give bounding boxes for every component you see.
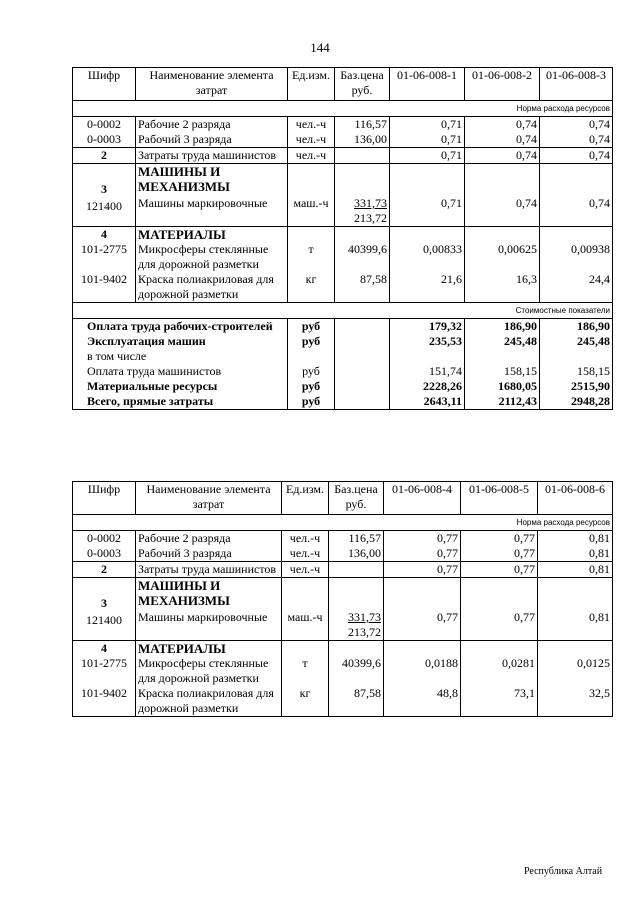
row-value-1 bbox=[390, 164, 465, 227]
row-price bbox=[329, 578, 384, 641]
material-code-2: 101-9402 bbox=[81, 686, 127, 700]
machine-value-3: 0,74 bbox=[589, 196, 610, 210]
machine-value-2: 0,77 bbox=[514, 610, 535, 624]
row-unit: чел.-ч bbox=[288, 148, 335, 164]
row-name: Затраты труда машинистов bbox=[136, 562, 282, 578]
cost-name: Материальные ресурсы bbox=[73, 379, 288, 394]
row-name: Рабочие 2 разряда bbox=[136, 117, 288, 133]
row-price bbox=[329, 641, 384, 717]
material-2-value-2: 73,1 bbox=[514, 686, 535, 700]
material-unit-2: кг bbox=[305, 272, 317, 286]
material-code-1: 101-2775 bbox=[81, 656, 127, 670]
row-value-1 bbox=[390, 227, 465, 303]
row-price: 136,00 bbox=[329, 546, 384, 562]
table-row bbox=[73, 148, 613, 164]
row-value-1: 0,71 bbox=[390, 117, 465, 133]
cost-unit: руб bbox=[288, 379, 335, 394]
row-name bbox=[136, 641, 282, 717]
cost-value-3: 186,90 bbox=[540, 319, 613, 335]
column-header-code-5: 01-06-008-5 bbox=[461, 482, 538, 515]
row-value-2: 0,77 bbox=[461, 531, 538, 547]
row-unit bbox=[288, 227, 335, 303]
column-header-price: Баз.цена руб. bbox=[329, 482, 384, 515]
group-title: МАТЕРИАЛЫ bbox=[138, 227, 226, 242]
cost-value-3: 2948,28 bbox=[540, 394, 613, 410]
row-price bbox=[335, 227, 390, 303]
material-1-value-2: 0,0281 bbox=[502, 656, 535, 670]
material-name-1: Микросферы стеклянные для дорожной разметки bbox=[138, 242, 269, 271]
footer-region-label: Республика Алтай bbox=[524, 866, 603, 877]
row-unit bbox=[282, 578, 329, 641]
machine-code: 121400 bbox=[86, 613, 122, 627]
table-row bbox=[73, 132, 613, 148]
resource-table-2 bbox=[72, 481, 613, 717]
row-value-2 bbox=[461, 641, 538, 717]
column-header-price: Баз.цена руб. bbox=[335, 68, 390, 101]
table-row bbox=[73, 227, 613, 303]
cost-unit: руб bbox=[288, 394, 335, 410]
cost-price bbox=[335, 334, 390, 364]
table-row bbox=[73, 562, 613, 578]
row-value-2: 0,77 bbox=[461, 562, 538, 578]
row-value-3: 0,81 bbox=[538, 546, 613, 562]
material-2-value-3: 32,5 bbox=[589, 686, 610, 700]
row-code: 2 bbox=[73, 148, 136, 164]
material-1-value-2: 0,00625 bbox=[498, 242, 537, 256]
row-value-3: 0,74 bbox=[540, 148, 613, 164]
cost-row-total bbox=[73, 394, 613, 410]
group-code: 4 bbox=[101, 227, 107, 241]
machine-value-1: 0,71 bbox=[441, 196, 462, 210]
cost-name-sub: в том числе bbox=[87, 349, 147, 363]
row-value-1: 0,71 bbox=[390, 132, 465, 148]
row-code bbox=[73, 164, 136, 227]
row-value-3 bbox=[540, 227, 613, 303]
cost-value-1: 151,74 bbox=[390, 364, 465, 379]
row-value-1 bbox=[384, 578, 461, 641]
row-unit: чел.-ч bbox=[282, 531, 329, 547]
material-unit-2: кг bbox=[299, 686, 311, 700]
row-code: 0-0002 bbox=[73, 531, 136, 547]
group-title: МАШИНЫ И МЕХАНИЗМЫ bbox=[138, 164, 230, 194]
row-value-1: 0,77 bbox=[384, 531, 461, 547]
column-header-code-2: 01-06-008-2 bbox=[465, 68, 540, 101]
cost-name bbox=[73, 334, 288, 364]
group-code: 4 bbox=[101, 641, 107, 655]
group-title: МАШИНЫ И МЕХАНИЗМЫ bbox=[138, 578, 230, 608]
cost-value-2: 2112,43 bbox=[465, 394, 540, 410]
cost-price bbox=[335, 379, 390, 394]
row-name: Рабочие 2 разряда bbox=[136, 531, 282, 547]
row-value-3: 0,74 bbox=[540, 132, 613, 148]
row-name: Рабочий 3 разряда bbox=[136, 132, 288, 148]
row-code bbox=[73, 227, 136, 303]
machine-unit: маш.-ч bbox=[287, 610, 323, 624]
column-header-unit: Ед.изм. bbox=[282, 482, 329, 515]
material-code-2: 101-9402 bbox=[81, 272, 127, 286]
row-code bbox=[73, 578, 136, 641]
cost-name: Оплата труда рабочих-строителей bbox=[73, 319, 288, 335]
cost-value-2: 1680,05 bbox=[465, 379, 540, 394]
cost-row-operator-pay bbox=[73, 364, 613, 379]
row-unit bbox=[282, 641, 329, 717]
page-number: 144 bbox=[310, 40, 330, 55]
machine-value-1: 0,77 bbox=[437, 610, 458, 624]
row-value-2 bbox=[465, 227, 540, 303]
cost-unit: руб bbox=[288, 334, 335, 364]
machine-value-2: 0,74 bbox=[516, 196, 537, 210]
machine-value-3: 0,81 bbox=[589, 610, 610, 624]
row-value-3 bbox=[540, 164, 613, 227]
section-norm-row bbox=[73, 515, 613, 531]
row-price: 116,57 bbox=[335, 117, 390, 133]
row-code: 2 bbox=[73, 562, 136, 578]
table-header-row bbox=[73, 68, 613, 101]
row-unit: чел.-ч bbox=[288, 117, 335, 133]
row-value-2 bbox=[465, 164, 540, 227]
material-price-2: 87,58 bbox=[360, 272, 387, 286]
row-value-1: 0,77 bbox=[384, 562, 461, 578]
row-unit: чел.-ч bbox=[282, 562, 329, 578]
row-name bbox=[136, 227, 288, 303]
section-norm-row bbox=[73, 101, 613, 117]
column-header-code: Шифр bbox=[73, 68, 136, 101]
cost-row-materials bbox=[73, 379, 613, 394]
machine-name: Машины маркировочные bbox=[138, 196, 268, 210]
cost-value-1: 179,32 bbox=[390, 319, 465, 335]
row-price bbox=[329, 562, 384, 578]
machine-code: 121400 bbox=[86, 199, 122, 213]
table-row bbox=[73, 117, 613, 133]
cost-value-3: 245,48 bbox=[540, 334, 613, 364]
material-name-2: Краска полиакриловая для дорожной разметки bbox=[138, 686, 274, 715]
material-2-value-1: 21,6 bbox=[441, 272, 462, 286]
resource-table-1 bbox=[72, 67, 613, 410]
table-row bbox=[73, 164, 613, 227]
table-row bbox=[73, 531, 613, 547]
cost-value-2: 158,15 bbox=[465, 364, 540, 379]
row-value-2: 0,77 bbox=[461, 546, 538, 562]
row-value-2 bbox=[461, 578, 538, 641]
row-code bbox=[73, 641, 136, 717]
cost-price bbox=[335, 394, 390, 410]
section-label-norm: Норма расхода ресурсов bbox=[73, 101, 613, 117]
column-header-code-6: 01-06-008-6 bbox=[538, 482, 613, 515]
row-price: 136,00 bbox=[335, 132, 390, 148]
material-price-1: 40399,6 bbox=[342, 656, 381, 670]
table-row bbox=[73, 578, 613, 641]
material-2-value-1: 48,8 bbox=[437, 686, 458, 700]
cost-value-3: 2515,90 bbox=[540, 379, 613, 394]
group-title: МАТЕРИАЛЫ bbox=[138, 641, 226, 656]
row-unit: чел.-ч bbox=[282, 546, 329, 562]
column-header-code-3: 01-06-008-3 bbox=[540, 68, 613, 101]
cost-unit: руб bbox=[288, 364, 335, 379]
machine-price-1: 331,73 bbox=[348, 610, 381, 624]
group-code: 3 bbox=[101, 182, 107, 196]
material-unit-1: т bbox=[302, 656, 308, 670]
cost-row-labor bbox=[73, 319, 613, 335]
section-cost-row bbox=[73, 303, 613, 319]
material-2-value-2: 16,3 bbox=[516, 272, 537, 286]
row-code: 0-0003 bbox=[73, 132, 136, 148]
row-value-2: 0,74 bbox=[465, 148, 540, 164]
row-price bbox=[335, 164, 390, 227]
column-header-code: Шифр bbox=[73, 482, 136, 515]
cost-value-3: 158,15 bbox=[540, 364, 613, 379]
row-name: Рабочий 3 разряда bbox=[136, 546, 282, 562]
row-price: 116,57 bbox=[329, 531, 384, 547]
machine-price-2: 213,72 bbox=[354, 211, 387, 225]
cost-row-exploit bbox=[73, 334, 613, 364]
row-value-2: 0,74 bbox=[465, 132, 540, 148]
cost-price bbox=[335, 319, 390, 335]
column-header-code-1: 01-06-008-1 bbox=[390, 68, 465, 101]
row-unit: чел.-ч bbox=[288, 132, 335, 148]
row-value-2: 0,74 bbox=[465, 117, 540, 133]
row-value-3: 0,81 bbox=[538, 531, 613, 547]
row-price bbox=[335, 148, 390, 164]
material-1-value-3: 0,0125 bbox=[577, 656, 610, 670]
cost-value-1: 2643,11 bbox=[390, 394, 465, 410]
machine-name: Машины маркировочные bbox=[138, 610, 268, 624]
cost-price bbox=[335, 364, 390, 379]
row-value-1: 0,71 bbox=[390, 148, 465, 164]
cost-unit: руб bbox=[288, 319, 335, 335]
material-unit-1: т bbox=[308, 242, 314, 256]
cost-value-2: 245,48 bbox=[465, 334, 540, 364]
material-code-1: 101-2775 bbox=[81, 242, 127, 256]
row-name: Затраты труда машинистов bbox=[136, 148, 288, 164]
row-name bbox=[136, 578, 282, 641]
cost-value-1: 2228,26 bbox=[390, 379, 465, 394]
row-code: 0-0003 bbox=[73, 546, 136, 562]
row-value-3: 0,74 bbox=[540, 117, 613, 133]
group-code: 3 bbox=[101, 596, 107, 610]
row-value-3 bbox=[538, 578, 613, 641]
machine-price-1: 331,73 bbox=[354, 196, 387, 210]
material-name-2: Краска полиакриловая для дорожной разметки bbox=[138, 272, 274, 301]
table-header-row bbox=[73, 482, 613, 515]
material-price-2: 87,58 bbox=[354, 686, 381, 700]
table-row bbox=[73, 641, 613, 717]
material-2-value-3: 24,4 bbox=[589, 272, 610, 286]
cost-name: Всего, прямые затраты bbox=[73, 394, 288, 410]
row-value-1: 0,77 bbox=[384, 546, 461, 562]
table-row bbox=[73, 546, 613, 562]
row-value-1 bbox=[384, 641, 461, 717]
cost-name: Оплата труда машинистов bbox=[73, 364, 288, 379]
cost-value-1: 235,53 bbox=[390, 334, 465, 364]
column-header-unit: Ед.изм. bbox=[288, 68, 335, 101]
machine-price-2: 213,72 bbox=[348, 625, 381, 639]
column-header-code-4: 01-06-008-4 bbox=[384, 482, 461, 515]
material-name-1: Микросферы стеклянные для дорожной разметки bbox=[138, 656, 269, 685]
material-1-value-1: 0,00833 bbox=[423, 242, 462, 256]
column-header-name: Наименование элемента затрат bbox=[136, 482, 282, 515]
material-1-value-1: 0,0188 bbox=[425, 656, 458, 670]
machine-unit: маш.-ч bbox=[293, 196, 329, 210]
row-code: 0-0002 bbox=[73, 117, 136, 133]
row-name bbox=[136, 164, 288, 227]
row-value-3 bbox=[538, 641, 613, 717]
material-price-1: 40399,6 bbox=[348, 242, 387, 256]
section-label-norm: Норма расхода ресурсов bbox=[73, 515, 613, 531]
section-label-cost: Стоимостные показатели bbox=[73, 303, 613, 319]
column-header-name: Наименование элемента затрат bbox=[136, 68, 288, 101]
cost-name-main: Эксплуатация машин bbox=[87, 334, 206, 348]
row-value-3: 0,81 bbox=[538, 562, 613, 578]
row-unit bbox=[288, 164, 335, 227]
material-1-value-3: 0,00938 bbox=[571, 242, 610, 256]
cost-value-2: 186,90 bbox=[465, 319, 540, 335]
